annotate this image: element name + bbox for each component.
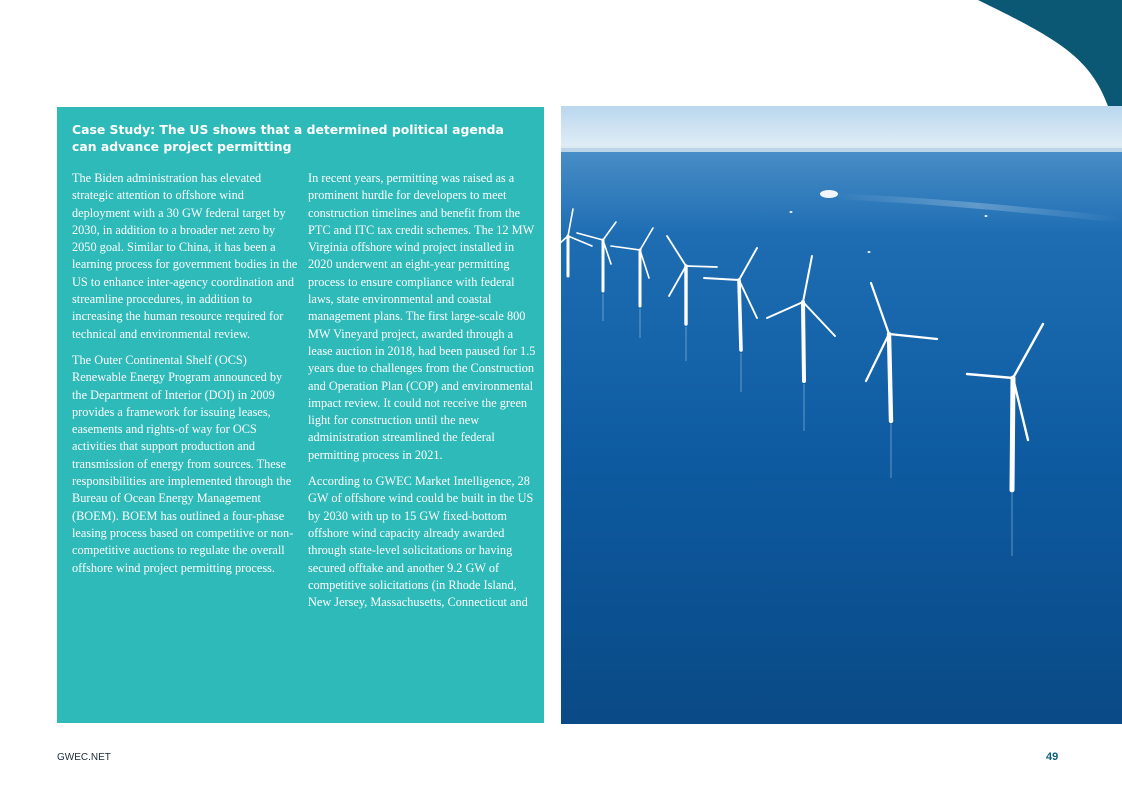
- column-1-paragraph-1: The Biden administration has elevated strategic attention to offshore wind deployment with a 30 GW federal target by 2030, in addition to a broader net zero by 2050 goal. Similar to China, it has been a learning process for government bodies in the US to enhance inter-agency coordination and streamline procedures, in addition to increasing the human resource required for technical and environmental review.: [72, 171, 298, 341]
- page-number: 49: [1046, 751, 1059, 763]
- corner-decoration: [0, 0, 1122, 120]
- column-2-paragraph-2: According to GWEC Market Intelligence, 28 GW of offshore wind could be built in the US by 2030 with up to 15 GW fixed-bottom offshore wind capacity already awarded through state-level solicitations or having secured offtake and another 9.2 GW of competitive solicitations (in Rhode Island, New Jersey, Massachusetts, Connecticut and: [308, 474, 534, 610]
- case-study-column-2: [308, 170, 536, 620]
- column-1-paragraph-2: The Outer Continental Shelf (OCS) Renewable Energy Program announced by the Department of Interior (DOI) in 2009 provides a framework for issuing leases, easements and rights-of way for OCS activities that support production and transmission of energy from sources. These responsibilities are implemented through the Bureau of Ocean Energy Management (BOEM). BOEM has outlined a four-phase leasing process based on competitive or non-competitive auctions to regulate the overall offshore wind project permitting process.: [72, 352, 294, 575]
- case-study-title: Case Study: The US shows that a determined political agenda can advance project permitting: [72, 122, 504, 154]
- offshore-wind-farm-photo: [561, 106, 1122, 724]
- case-study-column-1: [72, 170, 300, 586]
- case-study-box: [57, 107, 544, 723]
- footer-website: GWEC.NET: [57, 752, 111, 763]
- column-2-paragraph-1: In recent years, permitting was raised as a prominent hurdle for developers to meet construction timelines and benefit from the PTC and ITC tax credit schemes. The 12 MW Virginia offshore wind project installed in 2020 underwent an eight-year permitting process to ensure compliance with federal laws, state environmental and coastal management plans. The first large-scale 800 MW Vineyard project, awarded through a lease auction in 2018, had been paused for 1.5 years due to challenges from the Construction and Operation Plan (COP) and environmental impact review. It could not receive the green light for construction until the new administration streamlined the federal permitting process in 2021.: [308, 171, 536, 462]
